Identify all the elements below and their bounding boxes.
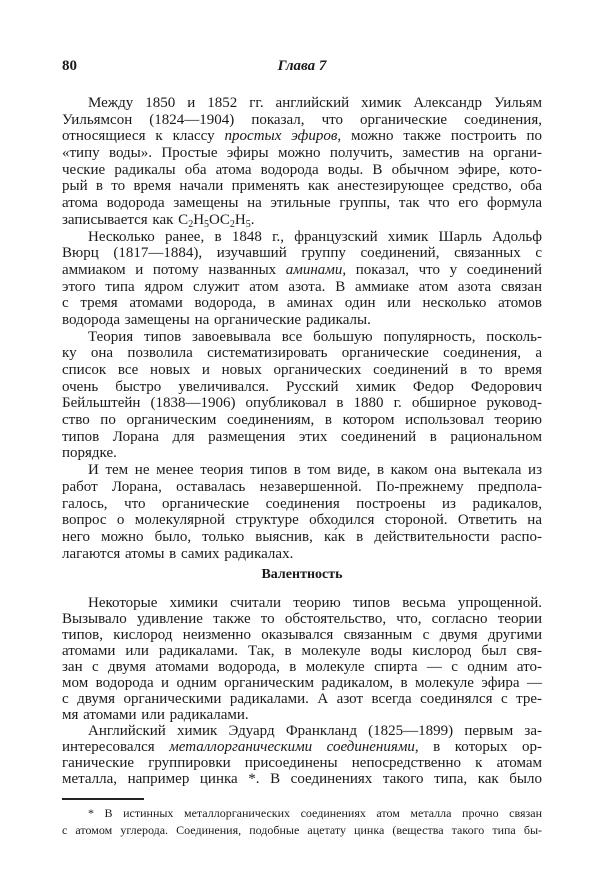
- text-segment: ство по органическим соединениям, в котором использовал теорию: [62, 412, 542, 429]
- text-segment: H: [193, 211, 205, 228]
- text-segment: относящиеся к классу: [62, 128, 225, 145]
- text-line: [62, 279, 542, 296]
- body-text-valence: [62, 595, 542, 787]
- text-line: [62, 512, 542, 529]
- text-segment: ку она позволила систематизировать органические соединения, а: [62, 345, 542, 362]
- text-line: [62, 546, 542, 563]
- text-segment: Вюрц (1817—1884), изучавший группу соединений, связанных с: [62, 245, 542, 262]
- footnote-separator: [62, 798, 144, 800]
- subscript: 2: [229, 218, 235, 230]
- text-line: [62, 312, 542, 329]
- text-line: [62, 395, 542, 412]
- text-line: [62, 496, 542, 513]
- italic-term: аминами: [285, 261, 343, 278]
- text-line: [62, 771, 542, 787]
- text-segment: Вызывало удивление также то обстоятельство, что, согласно теории: [62, 611, 542, 627]
- text-line: [62, 295, 542, 312]
- text-segment: ческие радикалы оба атома водорода воды. В обычном эфире, кото-: [62, 161, 542, 178]
- subscript: 5: [245, 218, 251, 230]
- text-line: [62, 822, 542, 839]
- text-segment: записывается как C: [62, 211, 189, 228]
- text-segment: .: [250, 211, 255, 228]
- text-segment: с тремя атомами водорода, в аминах один или несколько атомов: [62, 295, 542, 312]
- text-line: [62, 529, 542, 546]
- running-header: [62, 58, 542, 78]
- subscript: 5: [204, 218, 210, 230]
- text-line: [62, 595, 542, 611]
- text-segment: лагаются атомы в самих радикалах.: [62, 545, 294, 562]
- text-segment: работ Лорана, оставалась незавершенной. По-прежнему предпола-: [62, 478, 542, 495]
- text-segment: , показал, что у соединений: [342, 261, 542, 278]
- text-line: [62, 262, 542, 279]
- body-text-top: [62, 95, 542, 562]
- text-line: [62, 462, 542, 479]
- text-segment: мя атомами или радикалами.: [62, 707, 249, 723]
- text-line: [62, 195, 542, 212]
- text-segment: металла, например цинка *. В соединениях такого типа, как было: [62, 771, 542, 787]
- text-segment: вопрос о молекулярной структуре обходился стороной. Ответить на: [62, 512, 542, 529]
- text-line: [62, 212, 542, 229]
- text-segment: него можно было, только выяснив, ка́к в действительности распо-: [62, 528, 542, 545]
- text-segment: список все новых и новых органических соединений в то время: [62, 362, 542, 378]
- text-segment: Уильямсон (1824—1904) показал, что органические соединения,: [62, 111, 542, 128]
- text-segment: зан с двумя атомами водорода, в молекуле спирта — с одним ато-: [62, 659, 542, 675]
- text-segment: И тем не менее теория типов в том виде, в каком она вытекала из: [88, 462, 542, 479]
- text-segment: OC: [209, 211, 230, 228]
- text-segment: ганические группировки присоединены непосредственно к атомам: [62, 755, 542, 771]
- text-segment: Английский химик Эдуард Франкланд (1825—1899) первым за-: [88, 723, 542, 739]
- text-segment: порядке.: [62, 445, 117, 462]
- text-segment: типов Лорана для размещения этих соединений в рациональном: [62, 428, 542, 445]
- text-line: [62, 611, 542, 627]
- italic-term: простых эфиров: [224, 128, 338, 145]
- text-segment: водорода замещены на органические радикалы.: [62, 311, 371, 328]
- text-line: [62, 178, 542, 195]
- text-segment: Теория типов завоевывала все большую популярность, посколь-: [88, 328, 542, 345]
- text-line: [62, 229, 542, 246]
- text-segment: рый в то время начали применять как анестезирующее средство, оба: [62, 178, 542, 195]
- text-segment: Бейльштейн (1838—1906) опубликовал в 1880 г. обширное руковод-: [62, 395, 542, 412]
- text-segment: очень быстро увеличивался. Русский химик Федор Федорович: [62, 378, 542, 395]
- text-segment: интересовался: [62, 739, 170, 755]
- italic-term: металлорганическими соединениями: [169, 739, 415, 755]
- text-segment: «типу воды». Простые эфиры можно получить, заместив на органи-: [62, 145, 542, 162]
- text-line: [62, 627, 542, 643]
- text-segment: галось, что органические соединения построены из радикалов,: [62, 495, 542, 512]
- text-segment: аммиаком и потому названных: [62, 261, 286, 278]
- text-line: [62, 723, 542, 739]
- text-line: [62, 707, 542, 723]
- subscript: 2: [188, 218, 194, 230]
- section-heading: Валентность: [261, 567, 343, 582]
- text-line: [62, 329, 542, 346]
- text-line: [62, 659, 542, 675]
- text-line: [62, 739, 542, 755]
- text-segment: Между 1850 и 1852 гг. английский химик Александр Уильям: [88, 95, 542, 111]
- text-segment: , в которых ор-: [414, 739, 542, 755]
- text-segment: атома водорода замещены на этильные группы, так что его формула: [62, 195, 542, 212]
- text-segment: с двумя органическими радикалами. А азот всегда соединялся с тре-: [62, 691, 542, 707]
- text-line: [62, 162, 542, 179]
- footnote: [62, 805, 542, 839]
- text-line: [62, 755, 542, 771]
- text-line: [62, 691, 542, 707]
- text-line: [62, 412, 542, 429]
- text-line: [62, 445, 542, 462]
- text-segment: атомами или радикалами. Так, в молекуле воды кислород был свя-: [62, 643, 542, 659]
- page-number: 80: [62, 58, 77, 74]
- chapter-title: Глава 7: [277, 58, 327, 74]
- text-line: [62, 643, 542, 659]
- text-segment: Некоторые химики считали теорию типов весьма упрощенной.: [88, 595, 542, 611]
- text-line: [62, 429, 542, 446]
- text-segment: Несколько ранее, в 1848 г., французский химик Шарль Адольф: [88, 228, 542, 245]
- text-line: [62, 245, 542, 262]
- text-segment: с атомом углерода. Соединения, подобные ацетату цинка (вещества такого типа бы-: [62, 823, 542, 837]
- text-line: [62, 345, 542, 362]
- text-segment: , можно также построить по: [337, 128, 542, 145]
- text-line: [62, 362, 542, 379]
- text-line: [62, 112, 542, 129]
- text-line: [62, 675, 542, 691]
- text-line: [62, 128, 542, 145]
- text-segment: типов, кислород неизменно оказывался связанным с двумя другими: [62, 627, 542, 643]
- text-line: [62, 145, 542, 162]
- text-line: [62, 805, 542, 822]
- text-line: [62, 379, 542, 396]
- text-line: [62, 95, 542, 112]
- text-line: [62, 479, 542, 496]
- text-segment: H: [234, 211, 246, 228]
- text-segment: этого типа ядром служит атом азота. В аммиаке атом азота связан: [62, 278, 542, 295]
- text-segment: * В истинных металлорганических соединениях атом металла прочно связан: [88, 806, 542, 820]
- text-segment: мом водорода и одним органическим радикалом, в молекуле эфира —: [62, 675, 542, 691]
